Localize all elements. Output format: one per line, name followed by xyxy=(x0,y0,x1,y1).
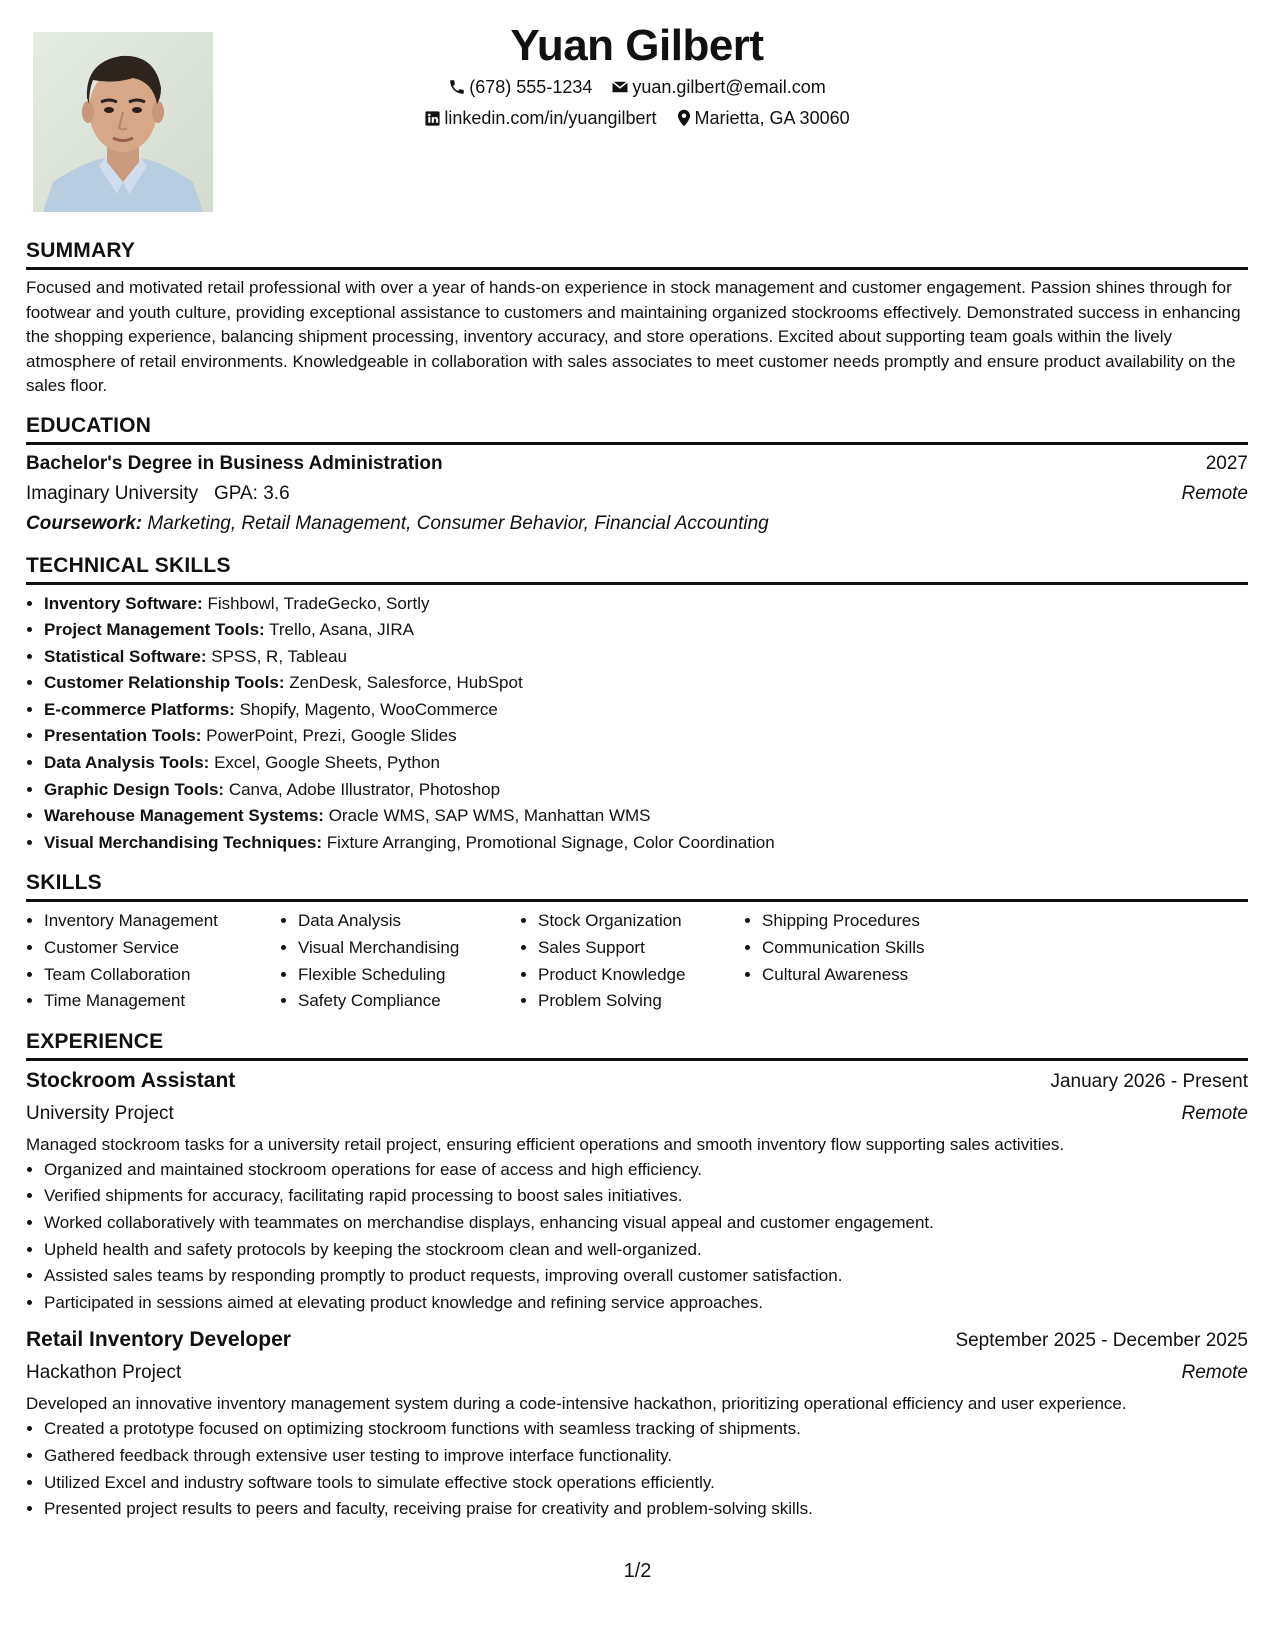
skills-column-1 xyxy=(26,908,280,1014)
list-item: • Visual Merchandising xyxy=(298,935,520,962)
linkedin-text[interactable]: linkedin.com/in/yuangilbert xyxy=(444,108,657,128)
summary-heading: SUMMARY xyxy=(26,238,1248,270)
skill-category: Customer Relationship Tools: xyxy=(44,673,285,693)
location-text: Marietta, GA 30060 xyxy=(694,108,850,128)
list-item: • Problem Solving xyxy=(538,988,744,1015)
summary-text: Focused and motivated retail professional with over a year of hands-on experience in stock management and customer engagement. Passion shines through for footwear and youth culture, providing exceptional assistance to customers and maintaining organized stockrooms effectively. Demonstrated success in enhancing the shopping experience, balancing shipment processing, inventory accuracy, and store operations. Excited about supporting team goals within the lively atmosphere of retail environments. Knowledgeable in collaboration with sales associates to meet customer needs promptly and ensure product availability on the sales floor. xyxy=(26,278,1241,395)
phone-icon xyxy=(448,78,466,96)
school-name: Imaginary University xyxy=(26,482,199,504)
list-item xyxy=(44,591,1248,618)
list-item xyxy=(44,723,1248,750)
experience-section xyxy=(26,1029,1248,1523)
list-item: • Organized and maintained stockroom operations for ease of access and high efficiency. xyxy=(44,1157,1248,1184)
list-item xyxy=(44,670,1248,697)
header-info xyxy=(26,20,1248,134)
list-item: • Assisted sales teams by responding promptly to product requests, improving overall customer satisfaction. xyxy=(44,1263,1248,1290)
contact-line-2 xyxy=(26,103,1248,134)
list-item: • Sales Support xyxy=(538,935,744,962)
list-item: • Stock Organization xyxy=(538,908,744,935)
coursework-line xyxy=(26,509,1248,539)
resume-page xyxy=(26,18,1248,1523)
linkedin-contact[interactable] xyxy=(424,103,656,134)
skill-category: Visual Merchandising Techniques: xyxy=(44,832,323,852)
skill-values: Oracle WMS, SAP WMS, Manhattan WMS xyxy=(328,806,651,826)
list-item xyxy=(44,803,1248,830)
list-item: • Presented project results to peers and faculty, receiving praise for creativity and problem-solving skills. xyxy=(44,1496,1248,1523)
skill-values: SPSS, R, Tableau xyxy=(211,646,348,666)
job-bullets xyxy=(26,1416,1248,1522)
list-item: • Cultural Awareness xyxy=(762,962,982,989)
job-dates: January 2026 - Present xyxy=(1050,1070,1248,1092)
skills-column-2 xyxy=(280,908,520,1014)
skill-values: PowerPoint, Prezi, Google Slides xyxy=(206,726,457,746)
skills-section xyxy=(26,870,1248,1014)
skills-column-4 xyxy=(744,908,982,1014)
list-item: • Gathered feedback through extensive user testing to improve interface functionality. xyxy=(44,1443,1248,1470)
job-org-row xyxy=(26,1357,1248,1388)
skills-grid xyxy=(26,908,1248,1014)
list-item: • Upheld health and safety protocols by keeping the stockroom clean and well-organized. xyxy=(44,1237,1248,1264)
skill-values: Fixture Arranging, Promotional Signage, Color Coordination xyxy=(326,832,775,852)
list-item xyxy=(44,617,1248,644)
resume-header xyxy=(26,18,1248,238)
list-item: • Worked collaboratively with teammates on merchandise displays, enhancing visual appeal and customer engagement. xyxy=(44,1210,1248,1237)
envelope-icon xyxy=(611,78,629,96)
phone-text: (678) 555-1234 xyxy=(469,77,593,97)
linkedin-icon xyxy=(424,110,441,127)
skill-category: Statistical Software: xyxy=(44,646,207,666)
map-pin-icon xyxy=(676,109,692,127)
job-title: Retail Inventory Developer xyxy=(26,1328,291,1352)
school-info xyxy=(26,479,290,509)
skill-values: Excel, Google Sheets, Python xyxy=(214,753,440,773)
job-entry xyxy=(26,1065,1248,1317)
job-org: Hackathon Project xyxy=(26,1362,182,1384)
experience-heading: EXPERIENCE xyxy=(26,1029,1248,1061)
email-contact[interactable] xyxy=(611,72,825,103)
list-item: • Utilized Excel and industry software tools to simulate effective stock operations efficiently. xyxy=(44,1470,1248,1497)
job-description: Managed stockroom tasks for a university retail project, ensuring efficient operations and smooth inventory flow supporting sales activities. xyxy=(26,1134,1065,1154)
summary-section xyxy=(26,238,1248,399)
skill-category: Inventory Software: xyxy=(44,593,203,613)
job-title-row xyxy=(26,1065,1248,1098)
education-section xyxy=(26,413,1248,539)
list-item: • Time Management xyxy=(44,988,280,1015)
list-item xyxy=(44,697,1248,724)
education-school-row xyxy=(26,479,1248,509)
skills-column-3 xyxy=(520,908,744,1014)
list-item: • Product Knowledge xyxy=(538,962,744,989)
skill-category: Data Analysis Tools: xyxy=(44,753,210,773)
list-item xyxy=(44,750,1248,777)
page-number: 1/2 xyxy=(623,1560,652,1582)
skills-heading: SKILLS xyxy=(26,870,1248,902)
job-description: Developed an innovative inventory management system during a code-intensive hackathon, prioritizing operational efficiency and user experience. xyxy=(26,1394,1127,1414)
job-title-row xyxy=(26,1324,1248,1357)
skill-values: Shopify, Magento, WooCommerce xyxy=(239,699,498,719)
job-dates: September 2025 - December 2025 xyxy=(955,1330,1248,1352)
job-org: University Project xyxy=(26,1102,174,1124)
technical-skills-heading: TECHNICAL SKILLS xyxy=(26,553,1248,585)
job-entry xyxy=(26,1324,1248,1522)
education-degree-row xyxy=(26,449,1248,479)
list-item: • Flexible Scheduling xyxy=(298,962,520,989)
skill-category: Presentation Tools: xyxy=(44,726,202,746)
education-heading: EDUCATION xyxy=(26,413,1248,445)
location-contact xyxy=(676,103,850,134)
coursework-list: Marketing, Retail Management, Consumer Behavior, Financial Accounting xyxy=(147,512,769,534)
skill-values: Trello, Asana, JIRA xyxy=(269,620,415,640)
job-location: Remote xyxy=(1181,1362,1248,1384)
list-item xyxy=(44,777,1248,804)
skill-category: Warehouse Management Systems: xyxy=(44,806,324,826)
list-item: • Team Collaboration xyxy=(44,962,280,989)
job-org-row xyxy=(26,1098,1248,1129)
list-item xyxy=(44,644,1248,671)
education-location: Remote xyxy=(1181,482,1248,504)
candidate-name: Yuan Gilbert xyxy=(510,21,764,70)
list-item: • Inventory Management xyxy=(44,908,280,935)
skill-values: Fishbowl, TradeGecko, Sortly xyxy=(207,593,430,613)
list-item: • Safety Compliance xyxy=(298,988,520,1015)
technical-skills-list xyxy=(26,591,1248,857)
list-item: • Communication Skills xyxy=(762,935,982,962)
degree-year: 2027 xyxy=(1205,452,1248,474)
gpa: GPA: 3.6 xyxy=(213,482,290,504)
job-location: Remote xyxy=(1181,1102,1248,1124)
coursework-label: Coursework: xyxy=(26,512,143,534)
skill-category: Graphic Design Tools: xyxy=(44,779,225,799)
email-text[interactable]: yuan.gilbert@email.com xyxy=(632,77,826,97)
list-item: • Data Analysis xyxy=(298,908,520,935)
skill-category: E-commerce Platforms: xyxy=(44,699,235,719)
degree-title: Bachelor's Degree in Business Administration xyxy=(26,452,443,474)
technical-skills-section xyxy=(26,553,1248,857)
contact-line-1 xyxy=(26,72,1248,103)
skill-values: ZenDesk, Salesforce, HubSpot xyxy=(289,673,523,693)
job-bullets xyxy=(26,1157,1248,1317)
list-item: • Participated in sessions aimed at elevating product knowledge and refining service approaches. xyxy=(44,1290,1248,1317)
list-item: • Created a prototype focused on optimizing stockroom functions with seamless tracking of shipments. xyxy=(44,1416,1248,1443)
list-item: • Shipping Procedures xyxy=(762,908,982,935)
list-item: • Verified shipments for accuracy, facilitating rapid processing to boost sales initiatives. xyxy=(44,1183,1248,1210)
list-item: • Customer Service xyxy=(44,935,280,962)
skill-category: Project Management Tools: xyxy=(44,620,265,640)
list-item xyxy=(44,830,1248,857)
job-title: Stockroom Assistant xyxy=(26,1068,236,1092)
phone-contact xyxy=(448,72,592,103)
skill-values: Canva, Adobe Illustrator, Photoshop xyxy=(228,779,501,799)
